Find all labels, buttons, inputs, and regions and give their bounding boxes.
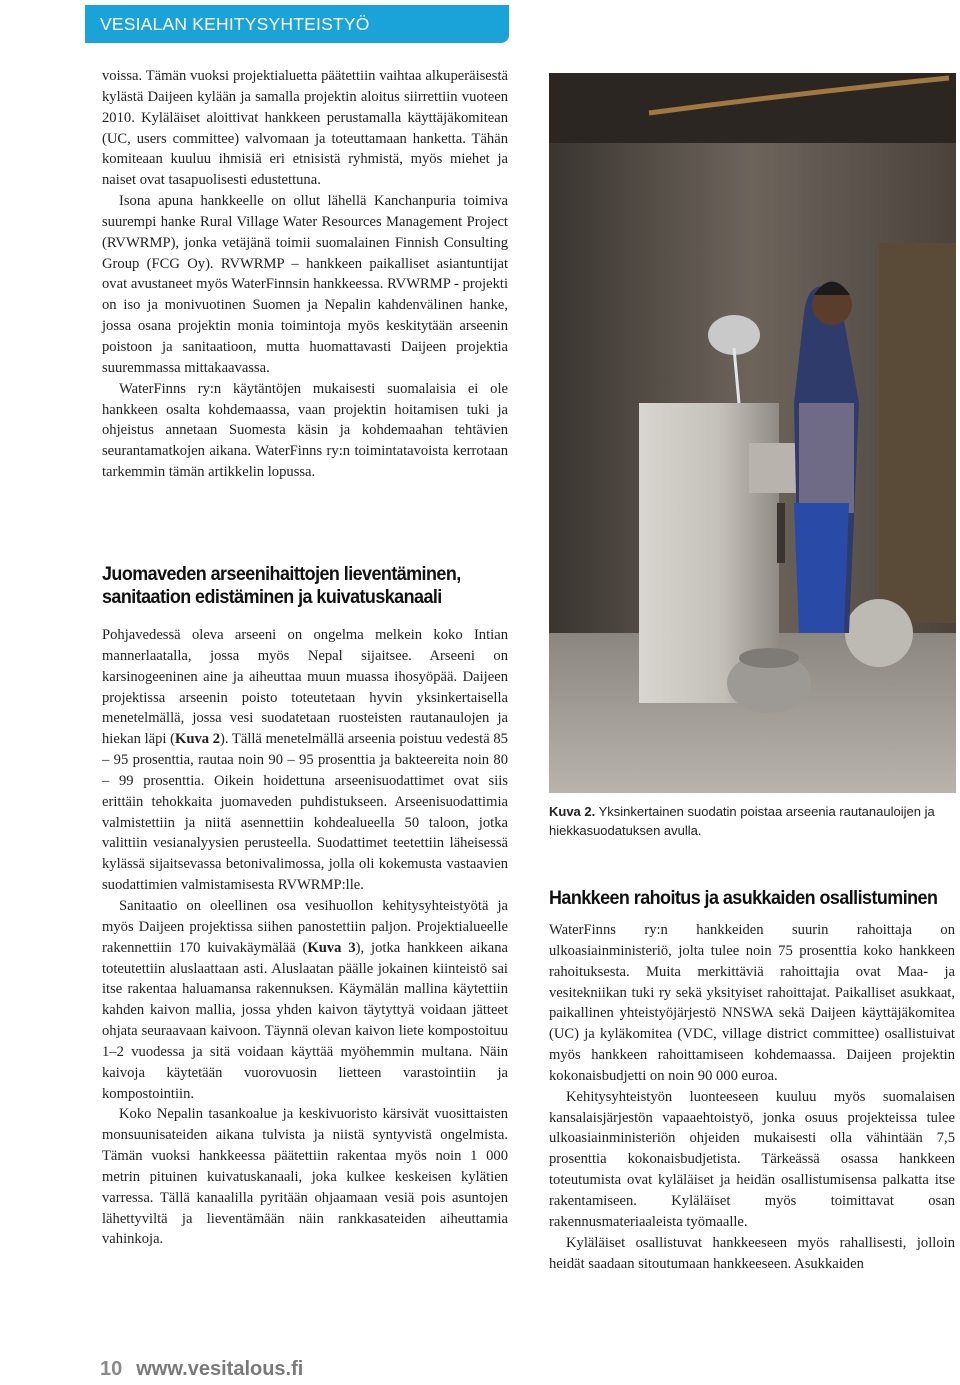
text-run: Pohjavedessä oleva arseeni on ongelma melkein koko Intian mannerlaatalla, jossa myös Nepal sijaitsee. Arseeni on karsinogeeninen aine ja aiheuttaa muun muassa ihosyöpää. Daijeen projektissa arseenin poisto toteutetaan hyvin yksinkertaisella menetelmällä, jossa vesi suodatetaan ruosteisten rautanaulojen ja hiekan läpi (: [102, 627, 508, 748]
figure-reference: Kuva 3: [307, 939, 356, 956]
footer-url[interactable]: www.vesitalous.fi: [136, 1358, 304, 1380]
left-column: [102, 66, 508, 483]
text-run: ), jotka hankkeen aikana toteutettiin aluslaattaan asti. Aluslaatan päälle jokainen kiinteistö sai itse rakentaa haluamansa rakennuksen. Käymälän mallina käytettiin kahden kaivon mallia, jossa yhden kaivon täytyttyä voidaan jätteet ohjata seuraavaan kaivoon. Täynnä olevan kaivon liete kompostoituu 1–2 vuodessa ja sitä voidaan käyttää myöhemmin multana. Näin kaivoja käytetään vuorovuosin lietteen varastointiin ja kompostointiin.: [102, 939, 508, 1102]
page-footer: [100, 1358, 303, 1381]
paragraph: WaterFinns ry:n käytäntöjen mukaisesti suomalaisia ei ole hankkeen osalta kohdemaassa, vaan projektin hoitamisen tuki ja ohjeistus annetaan Suomesta käsin ja kohdemaahan tehtävien seurantamatkojen aikana. WaterFinns ry:n toimintatavoista kerrotaan tarkemmin tämän artikkelin lopussa.: [102, 380, 508, 481]
figure-caption: [549, 802, 955, 840]
paragraph: Kehitysyhteistyön luonteeseen kuuluu myös suomalaisen kansalaisjärjestön vapaaehtoistyö, jonka osuus projekteissa tulee ulkoasiainministeriön ohjeiden mukaisesti olla vähintään 7,5 prosenttia kokonaisbudjetista. Tärkeässä osassa hankkeen toteutumista ovat kyläläiset ja heidän osallistumisensa palkatta itse rakentamiseen. Kyläläiset myös toimittavat osan rakennusmateriaaleista työmaalle.: [549, 1088, 955, 1230]
caption-text: Yksinkertainen suodatin poistaa arseenia rautanauloijen ja hiekkasuodatuksen avulla.: [549, 804, 935, 838]
caption-label: Kuva 2.: [549, 804, 596, 819]
paragraph: Kyläläiset osallistuvat hankkeeseen myös rahallisesti, jolloin heidät saadaan sitoutumaan hankkeeseen. Asukkaiden: [549, 1234, 955, 1272]
figure-reference: Kuva 2: [174, 731, 221, 748]
paragraph: WaterFinns ry:n hankkeiden suurin rahoittaja on ulkoasiainministeriö, jolta tulee noin 75 prosenttia koko hankkeen rahoituksesta. Muita merkittäviä rahoittajia ovat Maa- ja vesitekniikan tuki ry sekä yksityiset rahoittajat. Paikalliset asukkaat, paikallinen yhteistyöjärjestö NNSWA sekä Daijeen käyttäjäkomitea (UC) ja kyläkomitea (VDC, village district committee) osallistuivat myös hankkeen rahoittamiseen kohdemaassa. Daijeen projektin kokonaisbudjetti on noin 90 000 euroa.: [549, 922, 955, 1084]
left-column-lower: [102, 625, 508, 1250]
section-title: VESIALAN KEHITYSYHTEISTYÖ: [100, 14, 370, 34]
paragraph: [102, 625, 508, 896]
paragraph: Koko Nepalin tasankoalue ja keskivuoristo kärsivät vuosittaisten monsuunisateiden aikana tulvista ja niistä syntyvistä ongelmista. Tämän vuoksi hankkeessa päätettiin rakentaa myös noin 1 000 metrin pituinen kuivatuskanaali, joka kulkee keskeisen kylätien varressa. Tällä kanaalilla pyritään ohjaamaan vesiä pois asuntojen lähettyviltä ja lieventämään näin rankkasateiden aiheuttamia vahinkoja.: [102, 1106, 508, 1248]
text-run: ). Tällä menetelmällä arseenia poistuu vedestä 85 – 95 prosenttia, rautaa noin 90 – 95 prosenttia ja bakteereita noin 80 – 99 prosenttia. Oikein hoidettuna arseenisuodattimet ovat siis erittäin tehokkaita juomaveden puhdistukseen. Arseenisuodattimia valmistettiin ja niitä asennettiin kohdealueella 50 taloon, jotka valittiin vesianalyysien perusteella. Suodattimet teetettiin läheisessä kylässä sijaitsevassa betonivalimossa, jolla oli kokemusta vastaavien suodattimien valmistamisesta RVWRMP:lle.: [102, 731, 508, 894]
photo-arsenic-filter: [549, 73, 956, 793]
right-column: [549, 920, 955, 1274]
heading-line: Juomaveden arseenihaittojen lieventäminen,: [102, 563, 461, 585]
paragraph: [102, 896, 508, 1104]
section-heading-arsenic: [102, 563, 488, 609]
section-heading-funding: Hankkeen rahoitus ja asukkaiden osallistuminen: [549, 887, 938, 909]
paragraph: voissa. Tämän vuoksi projektialuetta päätettiin vaihtaa alkuperäisestä kylästä Daijeen kylään ja samalla projektin aloitus siirrettiin vuoteen 2010. Kyläläiset aloittivat hankkeen perustamalla käyttäjäkomitean (UC, users committee) valvomaan ja toteuttamaan hanketta. Tähän komiteaan kuuluu ihmisiä eri etnisistä ryhmistä, myös miehet ja naiset ovat tasapuolisesti edustettuna.: [102, 68, 508, 189]
page-number: 10: [100, 1358, 123, 1380]
photo-illustration: [549, 73, 956, 793]
text-run: Sanitaatio on oleellinen osa vesihuollon kehitysyhteistyötä ja myös Daijeen projektissa siihen panostettiin paljon. Projektialueelle rakennettiin 170 kuivakäymälää (: [102, 897, 508, 956]
paragraph: Isona apuna hankkeelle on ollut lähellä Kanchanpuria toimiva suurempi hanke Rural Village Water Resources Management Project (RVWRMP), jonka vetäjänä toimii suomalainen Finnish Consulting Group (FCG Oy). RVWRMP – hankkeen paikalliset asiantuntijat ovat avustaneet myös WaterFinnsin hankkeessa. RVWRMP - projekti on iso ja monivuotinen Suomen ja Nepalin kahdenvälinen hanke, jossa osana projektin monia toimintoja myös keskitytään arseenin poistoon ja sanitaatioon, mutta huomattavasti Daijeen projektia suuremmassa mittakaavassa.: [102, 193, 508, 376]
heading-line: sanitaation edistäminen ja kuivatuskanaali: [102, 586, 442, 608]
